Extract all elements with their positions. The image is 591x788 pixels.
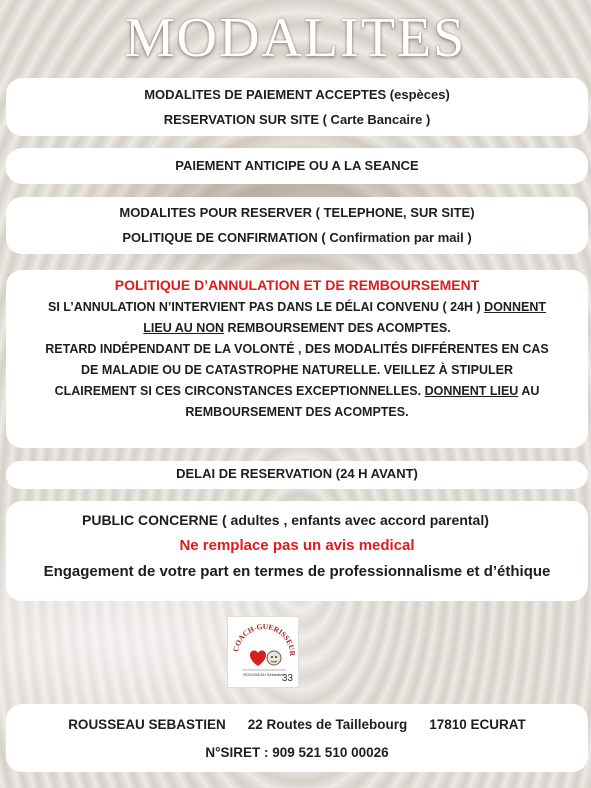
public-concerned-text: PUBLIC CONCERNE ( adultes , enfants avec accord parental) xyxy=(82,512,489,528)
advance-payment-text: PAIEMENT ANTICIPE OU A LA SEANCE xyxy=(175,158,419,173)
reservation-delay-text: DELAI DE RESERVATION (24 H AVANT) xyxy=(176,466,418,481)
footer-card xyxy=(6,704,588,772)
policy-underlined-text: LIEU AU NON xyxy=(143,321,225,335)
footer-city: 17810 ECURAT xyxy=(429,717,526,732)
reservation-delay-card xyxy=(6,461,588,489)
policy-underlined-text: DONNENT LIEU xyxy=(424,384,519,398)
page-title: MODALITES xyxy=(124,7,467,69)
advance-payment-card xyxy=(6,148,588,184)
logo-number: 33 xyxy=(281,673,293,684)
footer-address: 22 Routes de Taillebourg xyxy=(247,717,408,732)
policy-paragraph-1-line-2 xyxy=(6,318,588,339)
policy-paragraph-1-line-1 xyxy=(6,297,588,318)
medical-disclaimer-text: Ne remplace pas un avis medical xyxy=(179,537,415,554)
policy-text: AU xyxy=(518,384,540,398)
policy-text: SI L’ANNULATION N’INTERVIENT PAS DANS LE DÉLAI CONVENU ( 24H ) xyxy=(48,300,485,314)
logo-arc-text: COACH-GUERISSEUR xyxy=(231,621,298,657)
reservation-modes-text: MODALITES POUR RESERVER ( TELEPHONE, SUR SITE) xyxy=(119,205,475,220)
policy-text: CLAIREMENT SI CES CIRCONSTANCES EXCEPTIONNELLES. xyxy=(54,384,425,398)
policy-text: REMBOURSEMENT DES ACOMPTES. xyxy=(224,321,451,335)
footer-contact-line xyxy=(6,712,588,738)
policy-paragraph-2-line-1: RETARD INDÉPENDANT DE LA VOLONTÉ , DES MODALITÉS DIFFÉRENTES EN CAS xyxy=(45,342,549,356)
policy-heading: POLITIQUE D’ANNULATION ET DE REMBOURSEMENT xyxy=(114,277,480,293)
engagement-text: Engagement de votre part en termes de professionnalisme et d’éthique xyxy=(43,563,551,580)
cancellation-policy-card xyxy=(6,270,588,448)
reservation-site-text: RESERVATION SUR SITE ( Carte Bancaire ) xyxy=(163,112,431,127)
footer-name: ROUSSEAU SEBASTIEN xyxy=(68,717,226,732)
footer-siret: N°SIRET : 909 521 510 00026 xyxy=(205,745,389,760)
policy-paragraph-2-line-4: REMBOURSEMENT DES ACOMPTES. xyxy=(185,405,409,419)
policy-paragraph-2-line-3 xyxy=(6,381,588,402)
payment-methods-text: MODALITES DE PAIEMENT ACCEPTES (espèces) xyxy=(144,87,450,102)
coach-guerisseur-logo xyxy=(227,616,299,688)
policy-paragraph-2-line-2: DE MALADIE OU DE CATASTROPHE NATURELLE. VEILLEZ À STIPULER xyxy=(81,363,513,377)
public-card xyxy=(6,501,588,601)
logo-small-text: ROUSSEAU Sébastien xyxy=(243,672,285,677)
reservation-card xyxy=(6,197,588,254)
policy-underlined-text: DONNENT xyxy=(484,300,546,314)
confirmation-policy-text: POLITIQUE DE CONFIRMATION ( Confirmation par mail ) xyxy=(122,230,472,245)
payment-card xyxy=(6,78,588,136)
